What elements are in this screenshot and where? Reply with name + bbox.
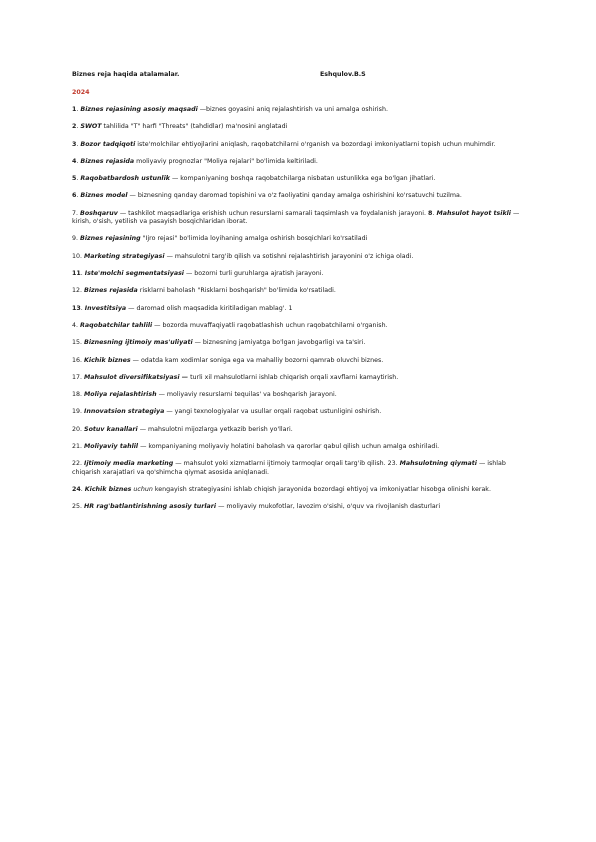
list-item <box>72 253 524 261</box>
item-text: iste'molchilar ehtiyojlarini aniqlash, raqobatchilarni o'rganish va bozordagi imkoniyatlarni topish uchun muhimdir. <box>135 140 496 148</box>
item-text: . <box>76 192 81 200</box>
item-text: — moliyaviy resurslarni tequilas' va boshqarish jarayoni. <box>156 391 337 399</box>
item-text: — mahsulot yoki xizmatlarni ijtimoiy tarmoqlar orqali targ'ib qilish. 23. <box>173 460 400 468</box>
list-item <box>72 192 524 200</box>
term-name: Biznes rejasining asosiy maqsadi <box>80 106 198 113</box>
term-name: Sotuv kanallari <box>84 425 138 433</box>
list-item <box>72 426 524 434</box>
term-name: Iste'molchi segmentatsiyasi <box>84 270 184 278</box>
item-text: 5 <box>72 175 77 183</box>
list-item <box>72 210 524 227</box>
item-text: 15. <box>72 339 85 347</box>
author-name: Eshqulov.B.S <box>320 71 366 78</box>
item-text: — bozorni turli guruhlarga ajratish jarayoni. <box>183 270 324 278</box>
item-text: 21. <box>72 443 85 451</box>
list-item <box>72 339 524 347</box>
item-text: 24 <box>72 486 81 494</box>
item-text: 25. <box>72 503 85 511</box>
item-text: kengayish strategiyasini ishlab chiqish jarayonida bozordagi ehtiyoj va imkoniyatlar hisobga olinishi kerak. <box>152 486 491 494</box>
item-text: . <box>80 304 85 312</box>
item-text: — daromad olish maqsadida kiritiladigan mablag'. 1 <box>126 304 293 312</box>
item-text: — yangi texnologiyalar va usullar orqali raqobat ustunligini oshirish. <box>164 408 382 416</box>
item-text: . <box>80 486 85 494</box>
terms-list <box>72 106 524 521</box>
list-item <box>72 305 524 313</box>
item-text: 3 <box>72 140 77 148</box>
term-name: HR rag'batlantirishning asosiy turlari <box>84 503 217 511</box>
list-item <box>72 408 524 416</box>
item-text: — tashkilot maqsadlariga erishish uchun resurslarni samarali taqsimlash va foydalanish jarayoni. <box>117 209 429 217</box>
item-text: 10. <box>72 252 85 260</box>
item-text: — biznesning qanday daromad topishini va o'z faoliyatini qanday amalga oshirishini ko'rsatuvchi tuzilma. <box>127 192 462 200</box>
item-text: 16. <box>72 356 85 364</box>
term-name: Raqobatbardosh ustunlik <box>80 175 170 183</box>
list-item <box>72 322 524 330</box>
item-text: 19. <box>72 408 85 416</box>
term-name: Marketing strategiyasi <box>84 252 165 260</box>
term-name: Mahsulot hayot tsikli <box>436 209 511 217</box>
term-name: Boshqaruv <box>80 209 118 217</box>
item-text: — moliyaviy mukofotlar, lavozim o'sishi, o'quv va rivojlanish dasturlari <box>216 503 441 511</box>
item-text: 1 <box>72 106 77 113</box>
list-item <box>72 486 524 494</box>
list-item <box>72 106 524 114</box>
item-text: — kompaniyaning moliyaviy holatini baholash va qarorlar qabul qilish uchun amalga oshiriladi. <box>138 443 440 451</box>
item-text: 4 <box>72 157 77 165</box>
item-text: . <box>76 175 81 183</box>
term-name: Kichik biznes <box>84 486 132 494</box>
list-item <box>72 503 524 511</box>
item-text: "Ijro rejasi" bo'limida loyihaning amalga oshirish bosqichlari ko'rsatiladi <box>140 235 368 243</box>
item-text: — odatda kam xodimlar soniga ega va mahalliy bozorni qamrab oluvchi biznes. <box>130 356 384 364</box>
list-item <box>72 235 524 243</box>
term-name: Mahsulotning qiymati <box>399 460 477 468</box>
list-item <box>72 460 524 477</box>
item-text: 2 <box>72 123 77 131</box>
item-text: — mahsulotni targ'ib qilish va sotishni rejalashtirish jarayonini o'z ichiga oladi. <box>164 252 414 260</box>
term-name: Moliyaviy tahlil <box>84 443 139 451</box>
term-name: Biznes rejasida <box>80 157 135 165</box>
item-text: risklarni baholash "Risklarni boshqarish" bo'limida ko'rsatiladi. <box>137 287 336 295</box>
term-name: Moliya rejalashtirish <box>84 391 157 399</box>
term-name: Biznes rejasining <box>80 235 141 243</box>
term-name: Biznes model <box>80 192 128 200</box>
list-item <box>72 123 524 131</box>
term-name: Ijtimoiy media marketing <box>84 460 174 468</box>
document-header <box>72 71 532 78</box>
item-text: — mahsulotni mijozlarga yetkazib berish yo'llari. <box>137 425 293 433</box>
item-text: —biznes goyasini aniq rejalashtirish va uni amalga oshirish. <box>197 106 388 113</box>
item-text: 17. <box>72 373 85 381</box>
item-text: 6 <box>72 192 77 200</box>
item-text: . <box>432 209 437 217</box>
item-text: 11 <box>72 270 81 278</box>
item-text: — biznesning jamiyatga bo'lgan javobgarligi va ta'siri. <box>192 339 366 347</box>
item-text: — ishlab chiqarish xarajatlari va qo'shimcha qiymat asosida aniqlanadi. <box>72 460 506 476</box>
term-name: Kichik biznes <box>84 356 131 364</box>
term-name: Raqobatchilar tahlili <box>80 321 153 329</box>
item-text: 20. <box>72 425 85 433</box>
item-text: 22. <box>72 460 85 468</box>
term-name: Innovatsion strategiya <box>84 408 165 416</box>
item-text: . <box>76 157 81 165</box>
term-name: Investitsiya <box>84 304 127 312</box>
item-text: moliyaviy prognozlar "Moliya rejalari" bo'limida keltiriladi. <box>134 157 318 165</box>
term-name: Biznes rejasida <box>84 287 138 295</box>
list-item <box>72 141 524 149</box>
item-text: . <box>76 123 81 131</box>
item-text: 7. <box>72 209 81 217</box>
document-year: 2024 <box>72 89 90 96</box>
list-item <box>72 175 524 183</box>
item-text: — bozorda muvaffaqiyatli raqobatlashish uchun raqobatchilarni o'rganish. <box>152 321 388 329</box>
list-item <box>72 270 524 278</box>
term-name: Bozor tadqiqoti <box>80 140 136 148</box>
item-text: 18. <box>72 391 85 399</box>
item-text: uchun <box>133 486 153 494</box>
term-name: Biznesning ijtimoiy mas'uliyati <box>84 339 193 347</box>
document-title: Biznes reja haqida atalamalar. <box>72 71 180 78</box>
item-text: turli xil mahsulotlarni ishlab chiqarish orqali xavflarni kamaytirish. <box>188 373 399 381</box>
term-name: SWOT <box>80 123 102 131</box>
item-text: . <box>76 106 81 113</box>
list-item <box>72 158 524 166</box>
list-item <box>72 357 524 365</box>
item-text: . <box>76 140 81 148</box>
item-text: tahlilida "T" harfi "Threats" (tahdidlar) ma'nosini anglatadi <box>101 123 288 131</box>
item-text: 13 <box>72 304 81 312</box>
item-text: 9. <box>72 235 81 243</box>
item-text: — kompaniyaning boshqa raqobatchilarga nisbatan ustunlikka ega bo'lgan jihatlari. <box>169 175 436 183</box>
list-item <box>72 391 524 399</box>
list-item <box>72 374 524 382</box>
item-text: — kirish, o'sish, yetilish va pasayish bosqichlaridan iborat. <box>72 209 520 226</box>
term-name: Mahsulot diversifikatsiyasi — <box>84 373 189 381</box>
item-text: 8 <box>428 209 433 217</box>
item-text: 4. <box>72 321 81 329</box>
list-item <box>72 287 524 295</box>
item-text: 12. <box>72 287 85 295</box>
item-text: . <box>80 270 85 278</box>
list-item <box>72 443 524 451</box>
